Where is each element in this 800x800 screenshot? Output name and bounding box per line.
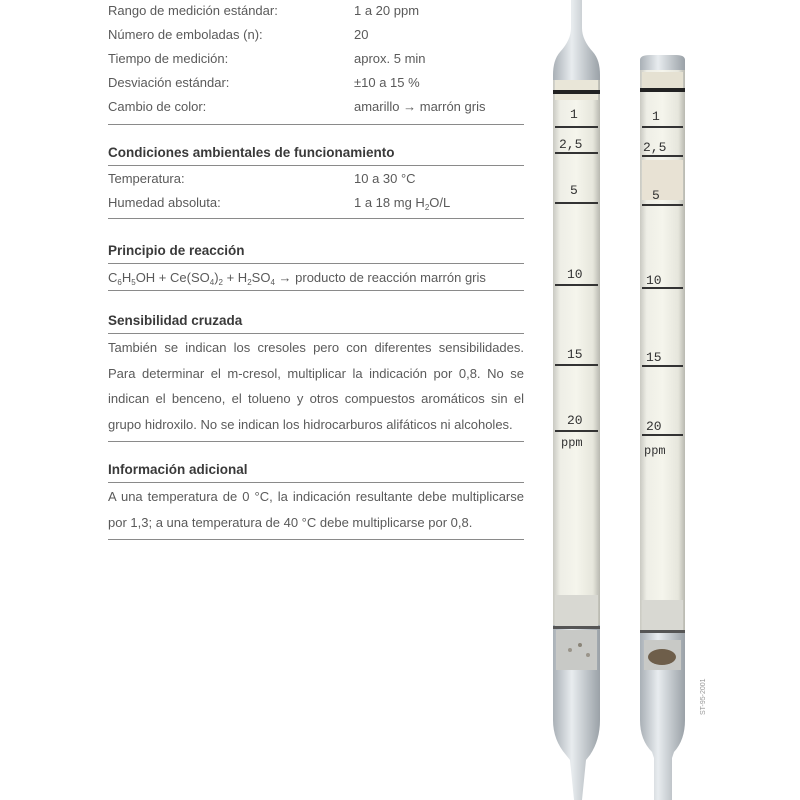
scale-label: 10	[567, 267, 583, 282]
section-heading-additional-info: Información adicional	[108, 462, 248, 477]
spec-value: aprox. 5 min	[354, 50, 426, 66]
image-code: ST-95-2001	[700, 678, 707, 715]
section-heading-conditions: Condiciones ambientales de funcionamiento	[108, 145, 395, 160]
section-heading-cross-sensitivity: Sensibilidad cruzada	[108, 313, 243, 328]
spec-value: amarillo → marrón gris	[354, 98, 486, 114]
spec-label: Tiempo de medición:	[108, 50, 229, 66]
section-heading-reaction: Principio de reacción	[108, 243, 245, 258]
condition-value: 1 a 18 mg $H_2O/L$	[354, 194, 451, 212]
scale-label: 5	[570, 183, 578, 198]
scale-label: 10	[646, 273, 662, 288]
detector-tube-left	[553, 0, 600, 800]
spec-label: Rango de medición estándar:	[108, 2, 278, 18]
detector-tube-right	[640, 55, 685, 800]
spec-value: 1 a 20 ppm	[354, 2, 420, 18]
scale-label: 15	[646, 350, 662, 365]
spec-value: ±10 a 15 %	[354, 74, 420, 90]
cross-sensitivity-text: También se indican los cresoles pero con diferentes sensibilidades. Para determinar el m-cresol, multiplicar la indicación por 0,8. No se indican el benceno, el tolueno y otros compuestos aromáticos sin el grupo hidroxilo. No se indican los hidrocarburos alifáticos ni alcoholes.	[108, 340, 524, 432]
condition-value: 10 a 30 °C	[354, 170, 416, 186]
scale-label: 15	[567, 347, 583, 362]
scale-label: 20	[646, 419, 662, 434]
spec-label: Número de emboladas (n):	[108, 26, 263, 42]
spec-label: Desviación estándar:	[108, 74, 230, 90]
scale-label: 2,5	[643, 140, 667, 155]
scale-unit: ppm	[644, 444, 666, 458]
scale-label: 20	[567, 413, 583, 428]
condition-label: Temperatura:	[108, 170, 185, 186]
scale-label: 1	[652, 109, 660, 124]
scale-label: 1	[570, 107, 578, 122]
scale-unit: ppm	[561, 436, 583, 450]
scale-label: 2,5	[559, 137, 583, 152]
scale-label: 5	[652, 188, 660, 203]
condition-label: Humedad absoluta:	[108, 194, 221, 210]
spec-value: 20	[354, 26, 369, 42]
reaction-formula: $C_6H_5OH + Ce(SO_4)_2 + H_2SO_4$ → producto de reacción marrón gris	[108, 269, 486, 287]
additional-info-text: A una temperatura de 0 °C, la indicación resultante debe multiplicarse por 1,3; a una temperatura de 40 °C debe multiplicarse por 0,8.	[108, 489, 524, 530]
spec-label: Cambio de color:	[108, 98, 207, 114]
